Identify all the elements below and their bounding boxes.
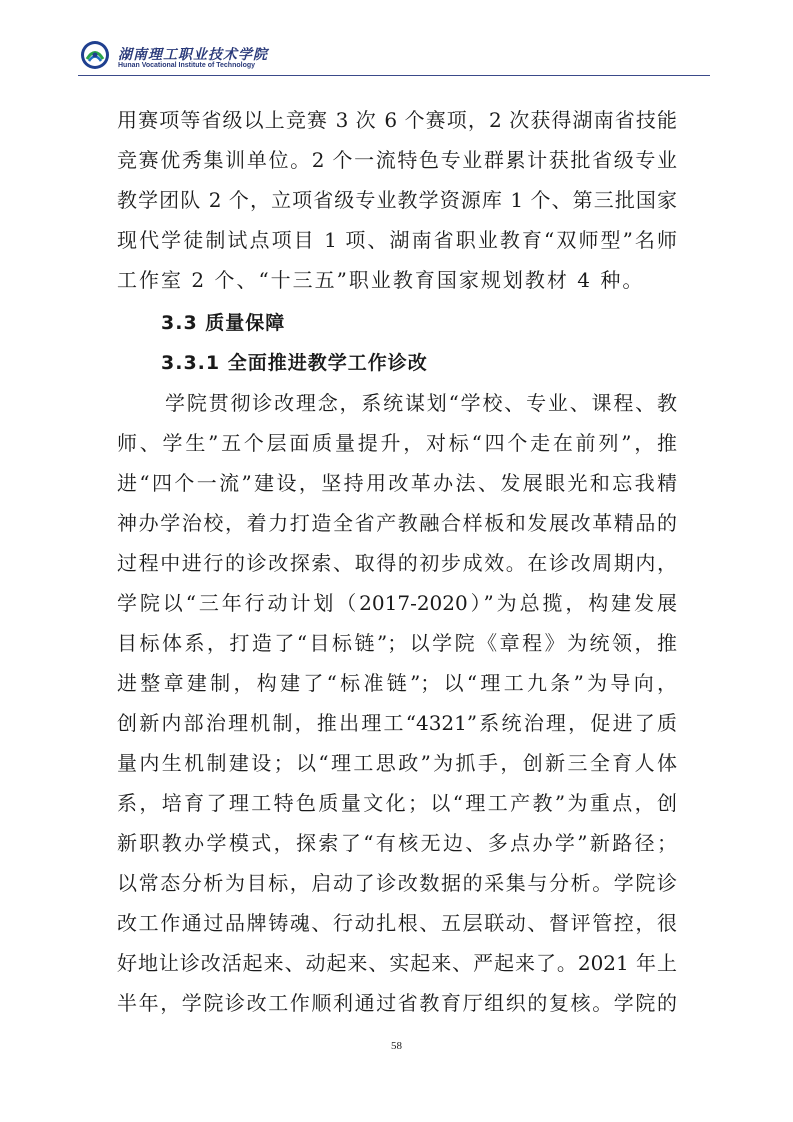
paragraph-line: 目标体系，打造了“目标链”；以学院《章程》为统领，推	[117, 631, 677, 655]
page-header	[78, 38, 710, 78]
page-number: 58	[391, 1040, 402, 1052]
paragraph-line: 进“四个一流”建设，坚持用改革办法、发展眼光和忘我精	[117, 471, 677, 495]
section-heading: 3.3 质量保障	[161, 312, 286, 334]
body-line: 竞赛优秀集训单位。2 个一流特色专业群累计获批省级专业	[117, 148, 677, 172]
body-line: 教学团队 2 个，立项省级专业教学资源库 1 个、第三批国家	[117, 188, 677, 212]
paragraph-line: 好地让诊改活起来、动起来、实起来、严起来了。2021 年上	[117, 951, 677, 975]
header-divider	[78, 75, 710, 76]
paragraph-line: 过程中进行的诊改探索、取得的初步成效。在诊改周期内，	[117, 551, 677, 575]
college-name-en: Hunan Vocational Institute of Technology	[118, 62, 256, 69]
paragraph-line: 改工作通过品牌铸魂、行动扎根、五层联动、督评管控，很	[117, 911, 677, 935]
subsection-heading: 3.3.1 全面推进教学工作诊改	[161, 352, 428, 374]
paragraph-line: 以常态分析为目标，启动了诊改数据的采集与分析。学院诊	[117, 871, 677, 895]
paragraph-line: 神办学治校，着力打造全省产教融合样板和发展改革精品的	[117, 511, 677, 535]
college-name: 湖南理工职业技术学院	[118, 47, 268, 63]
body-line: 现代学徒制试点项目 1 项、湖南省职业教育“双师型”名师	[117, 228, 677, 252]
paragraph-line: 学院贯彻诊改理念，系统谋划“学校、专业、课程、教	[165, 391, 677, 415]
paragraph-line: 师、学生”五个层面质量提升，对标“四个走在前列”，推	[117, 431, 677, 455]
paragraph-line: 系，培育了理工特色质量文化；以“理工产教”为重点，创	[117, 791, 677, 815]
paragraph-line: 进整章建制，构建了“标准链”；以“理工九条”为导向，	[117, 671, 677, 695]
college-logo-icon	[80, 40, 110, 70]
body-line: 用赛项等省级以上竞赛 3 次 6 个赛项，2 次获得湖南省技能	[117, 108, 677, 132]
body-line: 工作室 2 个、“十三五”职业教育国家规划教材 4 种。	[117, 268, 645, 292]
paragraph-line: 量内生机制建设；以“理工思政”为抓手，创新三全育人体	[117, 751, 677, 775]
paragraph-line: 学院以“三年行动计划（2017-2020）”为总揽，构建发展	[117, 591, 677, 615]
paragraph-line: 新职教办学模式，探索了“有核无边、多点办学”新路径；	[117, 831, 677, 855]
paragraph-line: 创新内部治理机制，推出理工“4321”系统治理，促进了质	[117, 711, 677, 735]
paragraph-line: 半年，学院诊改工作顺利通过省教育厅组织的复核。学院的	[117, 991, 677, 1015]
